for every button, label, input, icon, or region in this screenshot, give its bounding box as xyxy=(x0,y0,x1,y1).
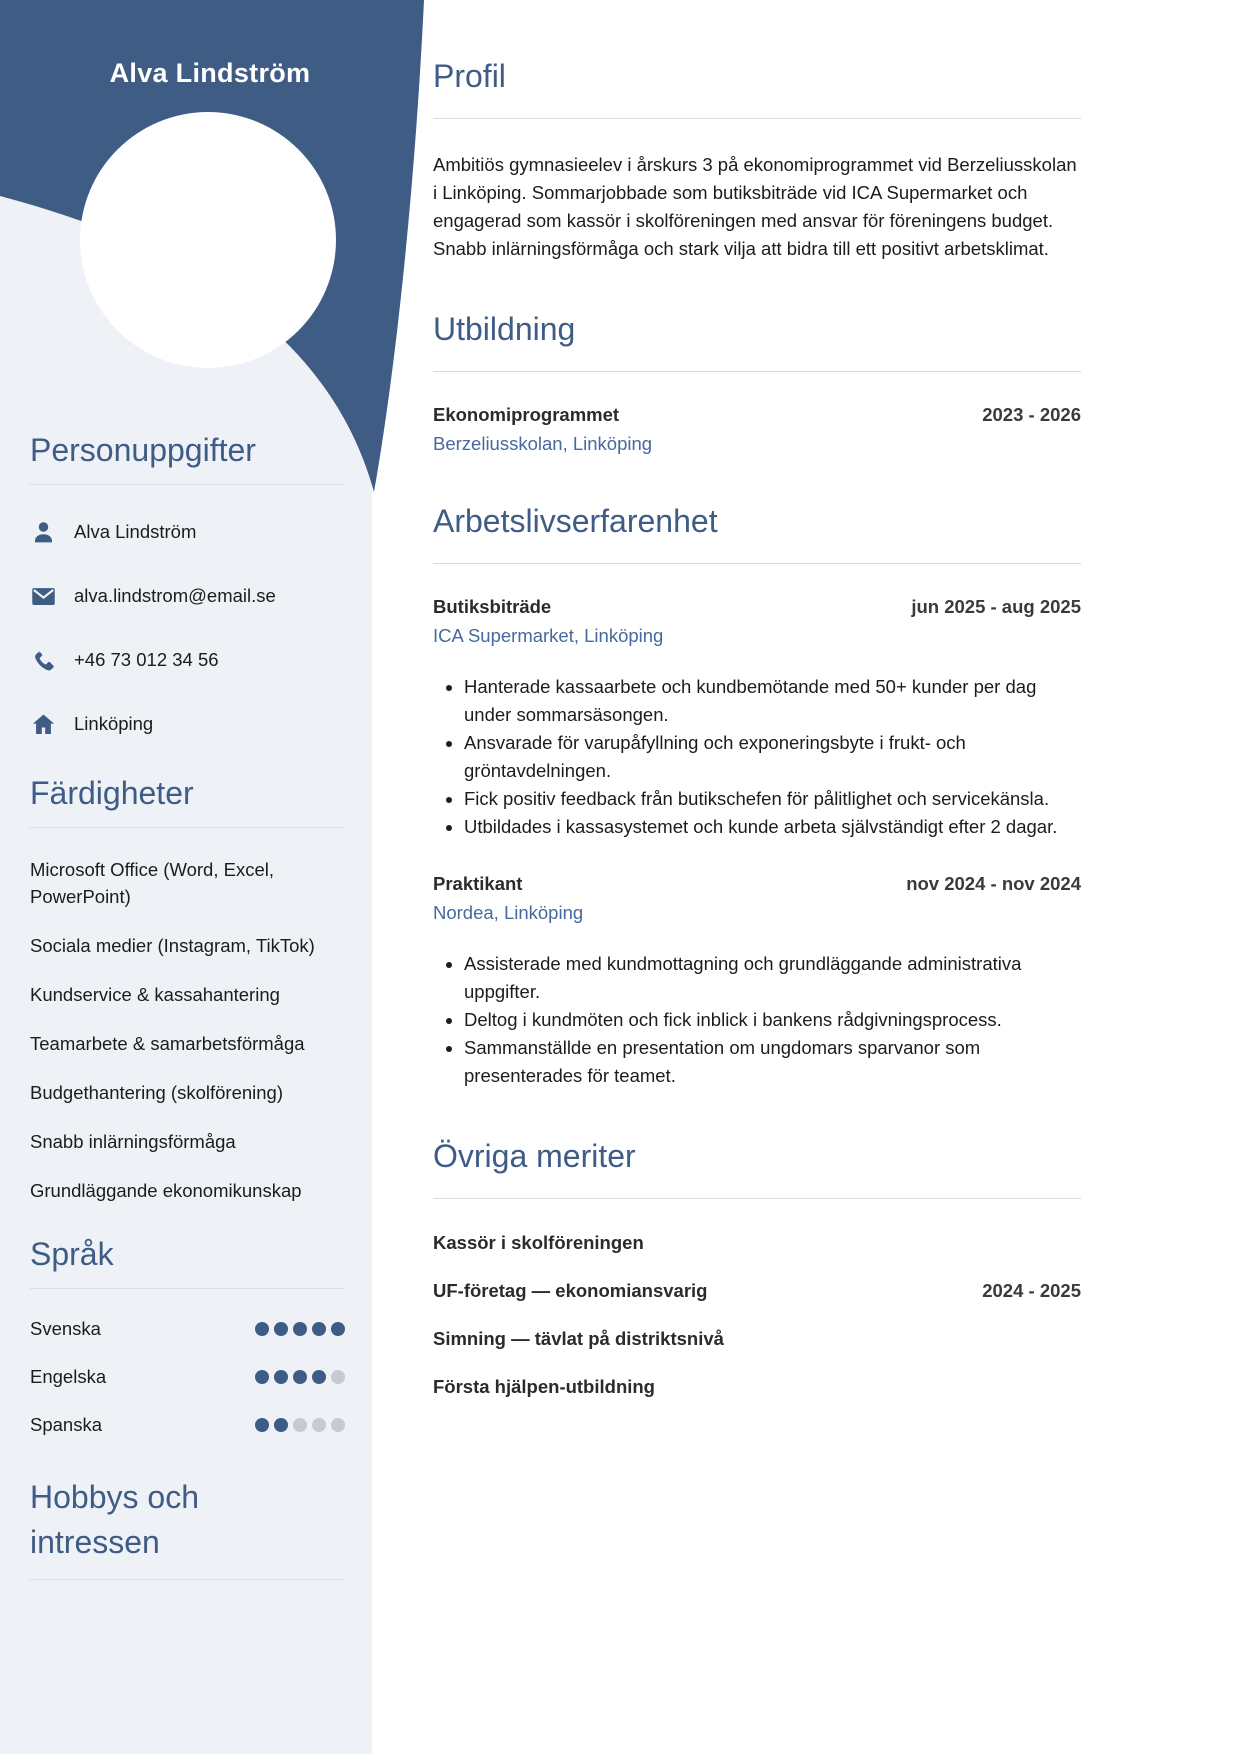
home-icon xyxy=(30,711,74,738)
level-dot-filled xyxy=(255,1418,269,1432)
personal-section-title: Personuppgifter xyxy=(30,432,256,468)
job-dates: jun 2025 - aug 2025 xyxy=(911,596,1081,617)
phone-icon xyxy=(30,647,74,674)
job-bullet: • Utbildades i kassasystemet och kunde arbeta självständigt efter 2 dagar. xyxy=(464,813,1081,841)
personal-info-section xyxy=(30,430,345,743)
entry-header xyxy=(433,404,1081,426)
contact-location-text: Linköping xyxy=(74,713,154,734)
skills-section-title: Färdigheter xyxy=(30,775,194,811)
job-bullet-list xyxy=(433,950,1081,1090)
language-name: Engelska xyxy=(30,1366,107,1387)
experience-section xyxy=(433,501,1081,1090)
language-name: Spanska xyxy=(30,1414,102,1435)
language-level-dots xyxy=(250,1418,345,1432)
job-bullet: • Sammanställde en presentation om ungdomars sparvanor som presenterades för teamet. xyxy=(464,1034,1081,1090)
language-list xyxy=(30,1319,345,1435)
divider xyxy=(433,371,1081,372)
skill-item: Snabb inlärningsförmåga xyxy=(30,1131,236,1152)
experience-entry xyxy=(433,873,1081,1090)
level-dot-filled xyxy=(293,1322,307,1336)
job-bullet: • Assisterade med kundmottagning och grundläggande administrativa uppgifter. xyxy=(464,950,1081,1006)
education-section xyxy=(433,309,1081,455)
merit-title: UF-företag — ekonomiansvarig xyxy=(433,1280,708,1301)
merit-row xyxy=(433,1327,1081,1351)
job-bullet: • Deltog i kundmöten och fick inblick i bankens rådgivningsprocess. xyxy=(464,1006,1081,1034)
skill-list xyxy=(30,856,345,1204)
level-dot-filled xyxy=(274,1370,288,1384)
contact-row-email xyxy=(30,577,345,615)
merit-dates: 2024 - 2025 xyxy=(982,1280,1081,1301)
divider xyxy=(433,563,1081,564)
merit-row xyxy=(433,1231,1081,1255)
level-dot-empty xyxy=(312,1418,326,1432)
profile-section-title: Profil xyxy=(433,58,506,94)
job-bullet: • Ansvarade för varupåfyllning och exponeringsbyte i frukt- och gröntavdelningen. xyxy=(464,729,1081,785)
languages-section-title: Språk xyxy=(30,1236,114,1272)
experience-entry xyxy=(433,596,1081,841)
skill-item: Budgethantering (skolförening) xyxy=(30,1082,283,1103)
education-entry xyxy=(433,404,1081,455)
job-bullet-list xyxy=(433,673,1081,841)
education-school: Berzeliusskolan, Linköping xyxy=(433,433,653,454)
language-row xyxy=(30,1367,345,1387)
hobbies-section xyxy=(30,1475,345,1580)
merit-title: Kassör i skolföreningen xyxy=(433,1232,644,1253)
level-dot-empty xyxy=(331,1370,345,1384)
skill-item: Grundläggande ekonomikunskap xyxy=(30,1180,302,1201)
contact-row-name xyxy=(30,513,345,551)
sidebar-content xyxy=(30,0,345,1580)
education-entries xyxy=(433,404,1081,455)
level-dot-filled xyxy=(312,1370,326,1384)
sidebar xyxy=(0,0,372,1754)
merit-title: Första hjälpen-utbildning xyxy=(433,1376,655,1397)
language-row xyxy=(30,1415,345,1435)
merit-row xyxy=(433,1375,1081,1399)
language-level-dots xyxy=(250,1370,345,1384)
level-dot-filled xyxy=(274,1322,288,1336)
education-dates: 2023 - 2026 xyxy=(982,404,1081,425)
job-title: Butiksbiträde xyxy=(433,596,552,617)
level-dot-filled xyxy=(331,1322,345,1336)
divider xyxy=(433,1198,1081,1199)
merits-section-title: Övriga meriter xyxy=(433,1138,636,1174)
level-dot-filled xyxy=(255,1370,269,1384)
experience-section-title: Arbetslivserfarenhet xyxy=(433,503,718,539)
skill-item: Microsoft Office (Word, Excel, PowerPoint) xyxy=(30,859,274,907)
job-title: Praktikant xyxy=(433,873,523,894)
merit-row xyxy=(433,1279,1081,1303)
merit-entries xyxy=(433,1231,1081,1399)
languages-section xyxy=(30,1234,345,1435)
level-dot-filled xyxy=(255,1322,269,1336)
language-row xyxy=(30,1319,345,1339)
main-content xyxy=(433,0,1081,1423)
experience-entries xyxy=(433,596,1081,1090)
job-bullet: • Hanterade kassaarbete och kundbemötande med 50+ kunder per dag under sommarsäsongen. xyxy=(464,673,1081,729)
level-dot-filled xyxy=(312,1322,326,1336)
merit-title: Simning — tävlat på distriktsnivå xyxy=(433,1328,724,1349)
candidate-name: Alva Lindström xyxy=(109,58,311,88)
job-company: Nordea, Linköping xyxy=(433,902,584,923)
contact-row-location xyxy=(30,705,345,743)
contact-email-text: alva.lindstrom@email.se xyxy=(74,585,276,606)
contact-name-text: Alva Lindström xyxy=(74,521,197,542)
divider xyxy=(30,1288,345,1289)
skill-item: Sociala medier (Instagram, TikTok) xyxy=(30,935,315,956)
level-dot-filled xyxy=(274,1418,288,1432)
merits-section xyxy=(433,1136,1081,1399)
contact-list xyxy=(30,513,345,743)
language-level-dots xyxy=(250,1322,345,1336)
language-name: Svenska xyxy=(30,1318,101,1339)
divider xyxy=(433,118,1081,119)
skills-section xyxy=(30,773,345,1204)
job-bullet: • Fick positiv feedback från butikschefen för pålitlighet och servicekänsla. xyxy=(464,785,1081,813)
contact-row-phone xyxy=(30,641,345,679)
skill-item: Kundservice & kassahantering xyxy=(30,984,280,1005)
skill-item: Teamarbete & samarbetsförmåga xyxy=(30,1033,305,1054)
profile-section xyxy=(433,56,1081,263)
hobbies-section-title: Hobbys och intressen xyxy=(30,1479,199,1560)
level-dot-empty xyxy=(293,1418,307,1432)
level-dot-filled xyxy=(293,1370,307,1384)
level-dot-empty xyxy=(331,1418,345,1432)
divider xyxy=(30,1579,345,1580)
contact-phone-text: +46 73 012 34 56 xyxy=(74,649,219,670)
profile-summary-text: Ambitiös gymnasieelev i årskurs 3 på ekonomiprogrammet vid Berzeliusskolan i Linköping. Sommarjobbade som butiksbiträde vid ICA Supermarket och engagerad som kassör i skolföreningen med ansvar för föreningens budget. Snabb inlärningsförmåga och stark vilja att bidra till ett positivt arbetsklimat. xyxy=(433,154,1077,259)
education-section-title: Utbildning xyxy=(433,311,576,347)
job-company: ICA Supermarket, Linköping xyxy=(433,625,664,646)
divider xyxy=(30,827,345,828)
entry-header xyxy=(433,596,1081,618)
job-dates: nov 2024 - nov 2024 xyxy=(906,873,1081,894)
education-program: Ekonomiprogrammet xyxy=(433,404,620,425)
envelope-icon xyxy=(30,583,74,610)
person-icon xyxy=(30,519,74,546)
entry-header xyxy=(433,873,1081,895)
divider xyxy=(30,484,345,485)
